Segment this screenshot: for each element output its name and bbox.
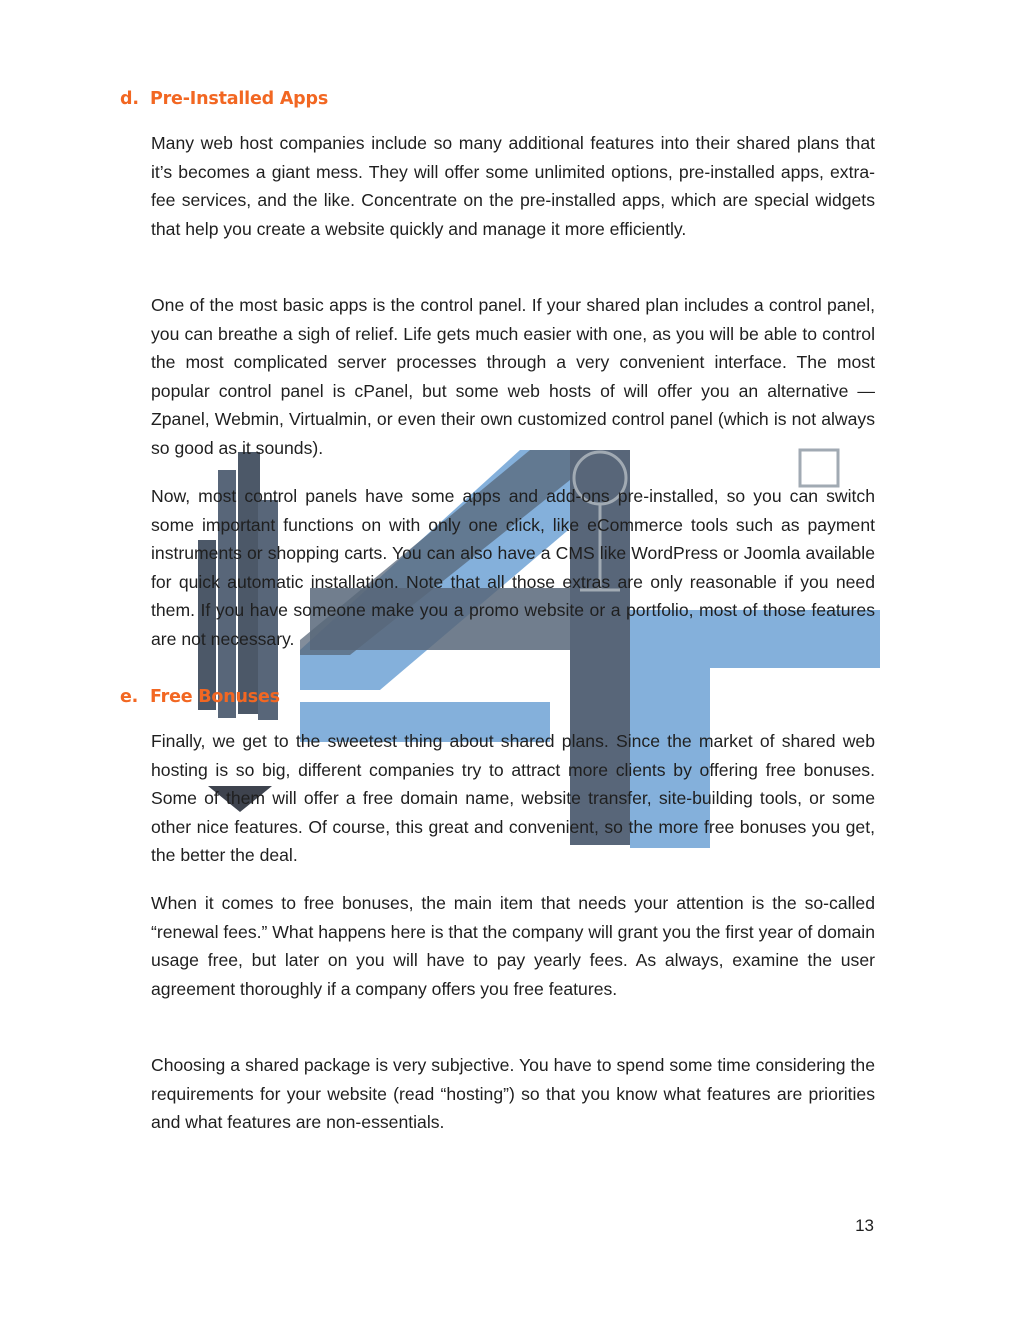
paragraph: One of the most basic apps is the control panel. If your shared plan includes a control panel, you can breathe a sigh of relief. Life gets much easier with one, as you will be able to control the most complicated server processes through a very convenient interface. The most popular control panel is cPanel, but some web hosts of will offer you an alternative — Zpanel, Webmin, Virtualmin, or even their own customized control panel (which is not always so good as it sounds). xyxy=(151,295,875,458)
section-heading-d xyxy=(120,89,328,109)
paragraph: Finally, we get to the sweetest thing about shared plans. Since the market of shared web hosting is so big, different companies try to attract more clients by offering free bonuses. Some of them will offer a free domain name, website transfer, site-building tools, or some other nice features. Of course, this great and convenient, so the more free bonuses you get, the better the deal. xyxy=(151,731,875,865)
paragraph: Now, most control panels have some apps and add-ons pre-installed, so you can switch some important functions on with only one click, like eCommerce tools such as payment instruments or shopping carts. You can also have a CMS like WordPress or Joomla available for quick automatic installation. Note that all those extras are only reasonable if you need them. If you have someone make you a promo website or a portfolio, most of those features are not necessary. xyxy=(151,486,875,649)
page-number: 13 xyxy=(855,1216,874,1235)
section-heading-e xyxy=(120,687,280,707)
paragraph: When it comes to free bonuses, the main item that needs your attention is the so-called “renewal fees.” What happens here is that the company will grant you the first year of domain usage free, but later on you will have to pay yearly fees. As always, examine the user agreement thoroughly if a company offers you free features. xyxy=(151,893,875,999)
paragraph: Many web host companies include so many additional features into their shared plans that it’s becomes a giant mess. They will offer some unlimited options, pre-installed apps, extra-fee services, and the like. Concentrate on the pre-installed apps, which are special widgets that help you create a website quickly and manage it more efficiently. xyxy=(151,133,875,239)
section-letter: d. xyxy=(120,89,139,109)
paragraph: Choosing a shared package is very subjective. You have to spend some time considering the requirements for your website (read “hosting”) so that you know what features are priorities and what features are non-essentials. xyxy=(151,1055,875,1132)
section-title: Pre-Installed Apps xyxy=(150,89,329,109)
section-letter: e. xyxy=(120,687,139,707)
section-title: Free Bonuses xyxy=(150,687,280,707)
